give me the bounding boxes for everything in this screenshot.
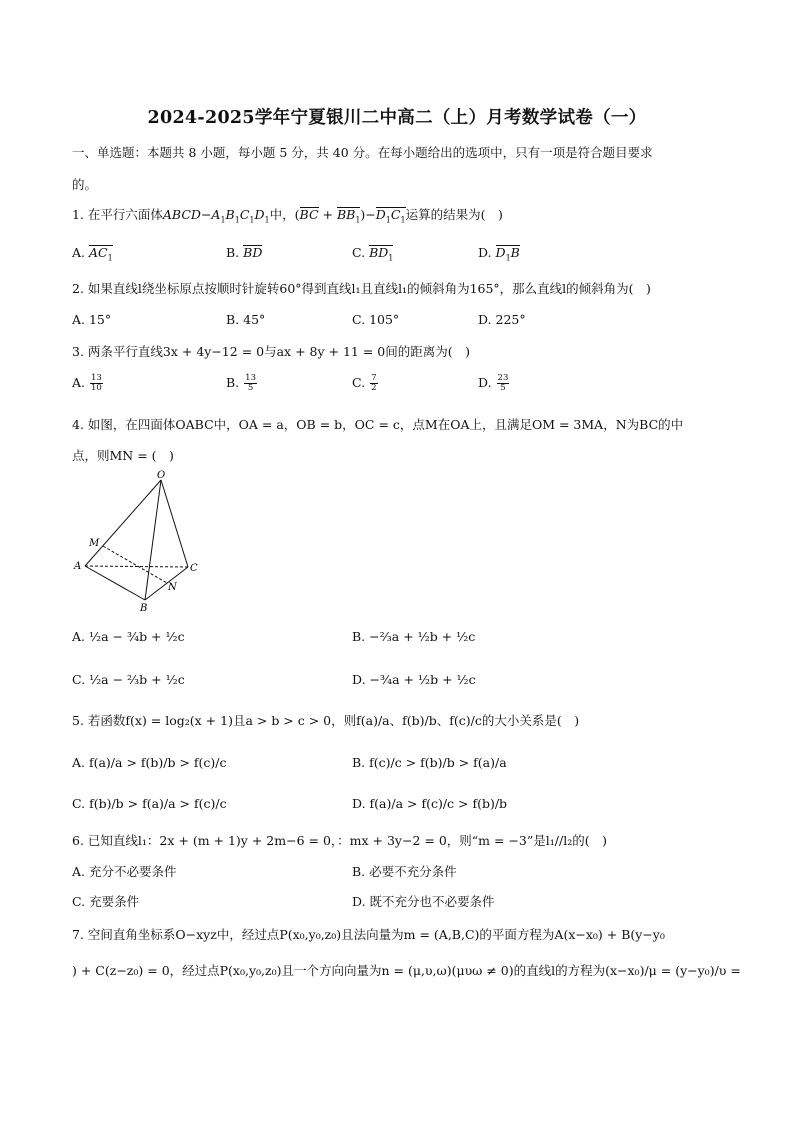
question-1-option-b[interactable]: B. BD	[226, 245, 263, 260]
label-A: A	[74, 561, 82, 572]
label-O: O	[157, 470, 166, 481]
question-1-stem-c: 运算的结果为( )	[405, 207, 503, 222]
fraction: $\frac{7}{2}$	[371, 373, 377, 393]
label-C: C	[190, 563, 198, 574]
question-3-option-a[interactable]	[72, 374, 104, 393]
question-6-option-c[interactable]: C. 充要条件	[72, 894, 140, 909]
option-label: D.	[478, 375, 492, 390]
question-2-stem: 2. 如果直线l绕坐标原点按顺时针旋转60°得到直线l₁且直线l₁的倾斜角为165°，那么直线l的倾斜角为( )	[72, 281, 651, 296]
question-2-option-a[interactable]: A. 15°	[72, 312, 112, 327]
segment-MN	[103, 546, 167, 583]
question-1-stem: 1. 在平行六面体$ABCD-A_1B_1C_1D_1$中，$(BC + BB_1)-D_1C_1$运算的结果为( )	[72, 206, 503, 230]
edge-BC	[145, 567, 188, 600]
question-2-option-d[interactable]: D. 225°	[478, 312, 526, 327]
question-1-stem-b: 中，	[269, 207, 295, 222]
question-6-option-b[interactable]: B. 必要不充分条件	[352, 864, 457, 879]
question-5-option-b[interactable]: B. f(c)/c > f(b)/b > f(a)/a	[352, 755, 507, 770]
question-4-option-c[interactable]: C. ½a − ⅔b + ½c	[72, 672, 185, 687]
question-7-line2: ) + C(z−z₀) = 0，经过点P(x₀,y₀,z₀)且一个方向向量为n = (μ,υ,ω)(μυω ≠ 0)的直线l的方程为(x−x₀)/μ = (y−y₀)/υ =	[72, 963, 741, 978]
section-heading-line2: 的。	[72, 177, 98, 192]
question-3-stem: 3. 两条平行直线3x + 4y−12 = 0与ax + 8y + 11 = 0间的距离为( )	[72, 344, 470, 359]
option-label: C.	[352, 245, 370, 260]
question-1-option-a[interactable]: A. $AC_1$	[72, 244, 113, 268]
label-B: B	[140, 603, 148, 614]
question-6-stem: 6. 已知直线l₁：2x + (m + 1)y + 2m−6 = 0，：mx + 3y−2 = 0，则“m = −3”是l₁//l₂的( )	[72, 833, 607, 848]
option-label: D.	[478, 245, 496, 260]
question-4-stem-line1: 4. 如图，在四面体OABC中，OA = a，OB = b，OC = c，点M在OA上，且满足OM = 3MA，N为BC的中	[72, 417, 684, 432]
label-M: M	[89, 538, 100, 549]
question-3-option-d[interactable]	[478, 374, 510, 393]
fraction: $\frac{13}{10}$	[91, 373, 102, 393]
fraction: $\frac{23}{5}$	[497, 373, 509, 393]
question-1-stem-a: 1. 在平行六面体	[72, 207, 163, 222]
question-5-stem: 5. 若函数f(x) = log₂(x + 1)且a > b > c > 0，则f(a)/a、f(b)/b、f(c)/c的大小关系是( )	[72, 713, 580, 728]
question-4-stem-line2: 点，则MN = ( )	[72, 448, 174, 463]
option-label: B.	[226, 245, 244, 260]
section-heading-line1: 一、单选题：本题共 8 小题，每小题 5 分，共 40 分。在每小题给出的选项中，只有一项是符合题目要求	[72, 145, 653, 160]
question-1-option-c[interactable]: C. $BD_1$	[352, 244, 393, 268]
edge-OA	[85, 480, 161, 566]
question-5-option-a[interactable]: A. f(a)/a > f(b)/b > f(c)/c	[72, 755, 227, 770]
edge-OC	[161, 480, 188, 567]
option-label: C.	[352, 375, 366, 390]
question-3-option-b[interactable]	[226, 374, 258, 393]
question-4-option-d[interactable]: D. −¾a + ½b + ½c	[352, 672, 476, 687]
question-2-option-b[interactable]: B. 45°	[226, 312, 266, 327]
option-label: A.	[72, 245, 89, 260]
edge-AB	[85, 566, 145, 600]
label-N: N	[168, 582, 177, 593]
option-label: A.	[72, 375, 86, 390]
fraction: $\frac{13}{5}$	[245, 373, 256, 393]
edge-AC	[85, 566, 188, 567]
question-6-option-a[interactable]: A. 充分不必要条件	[72, 864, 177, 879]
question-3-option-c[interactable]	[352, 374, 379, 393]
tetrahedron-figure	[72, 468, 212, 618]
question-2-option-c[interactable]: C. 105°	[352, 312, 400, 327]
edge-OB	[145, 480, 161, 600]
question-5-option-c[interactable]: C. f(b)/b > f(a)/a > f(c)/c	[72, 796, 227, 811]
page-title: 2024-2025学年宁夏银川二中高二（上）月考数学试卷（一）	[147, 108, 647, 128]
question-1-option-d[interactable]: D. $D_1B$	[478, 244, 520, 268]
question-7-line1: 7. 空间直角坐标系O−xyz中，经过点P(x₀,y₀,z₀)且法向量为m = (A,B,C)的平面方程为A(x−x₀) + B(y−y₀	[72, 927, 665, 942]
option-label: B.	[226, 375, 240, 390]
question-4-option-a[interactable]: A. ½a − ¾b + ½c	[72, 629, 185, 644]
question-6-option-d[interactable]: D. 既不充分也不必要条件	[352, 894, 495, 909]
question-4-option-b[interactable]: B. −⅔a + ½b + ½c	[352, 629, 476, 644]
question-5-option-d[interactable]: D. f(a)/a > f(c)/c > f(b)/b	[352, 796, 508, 811]
